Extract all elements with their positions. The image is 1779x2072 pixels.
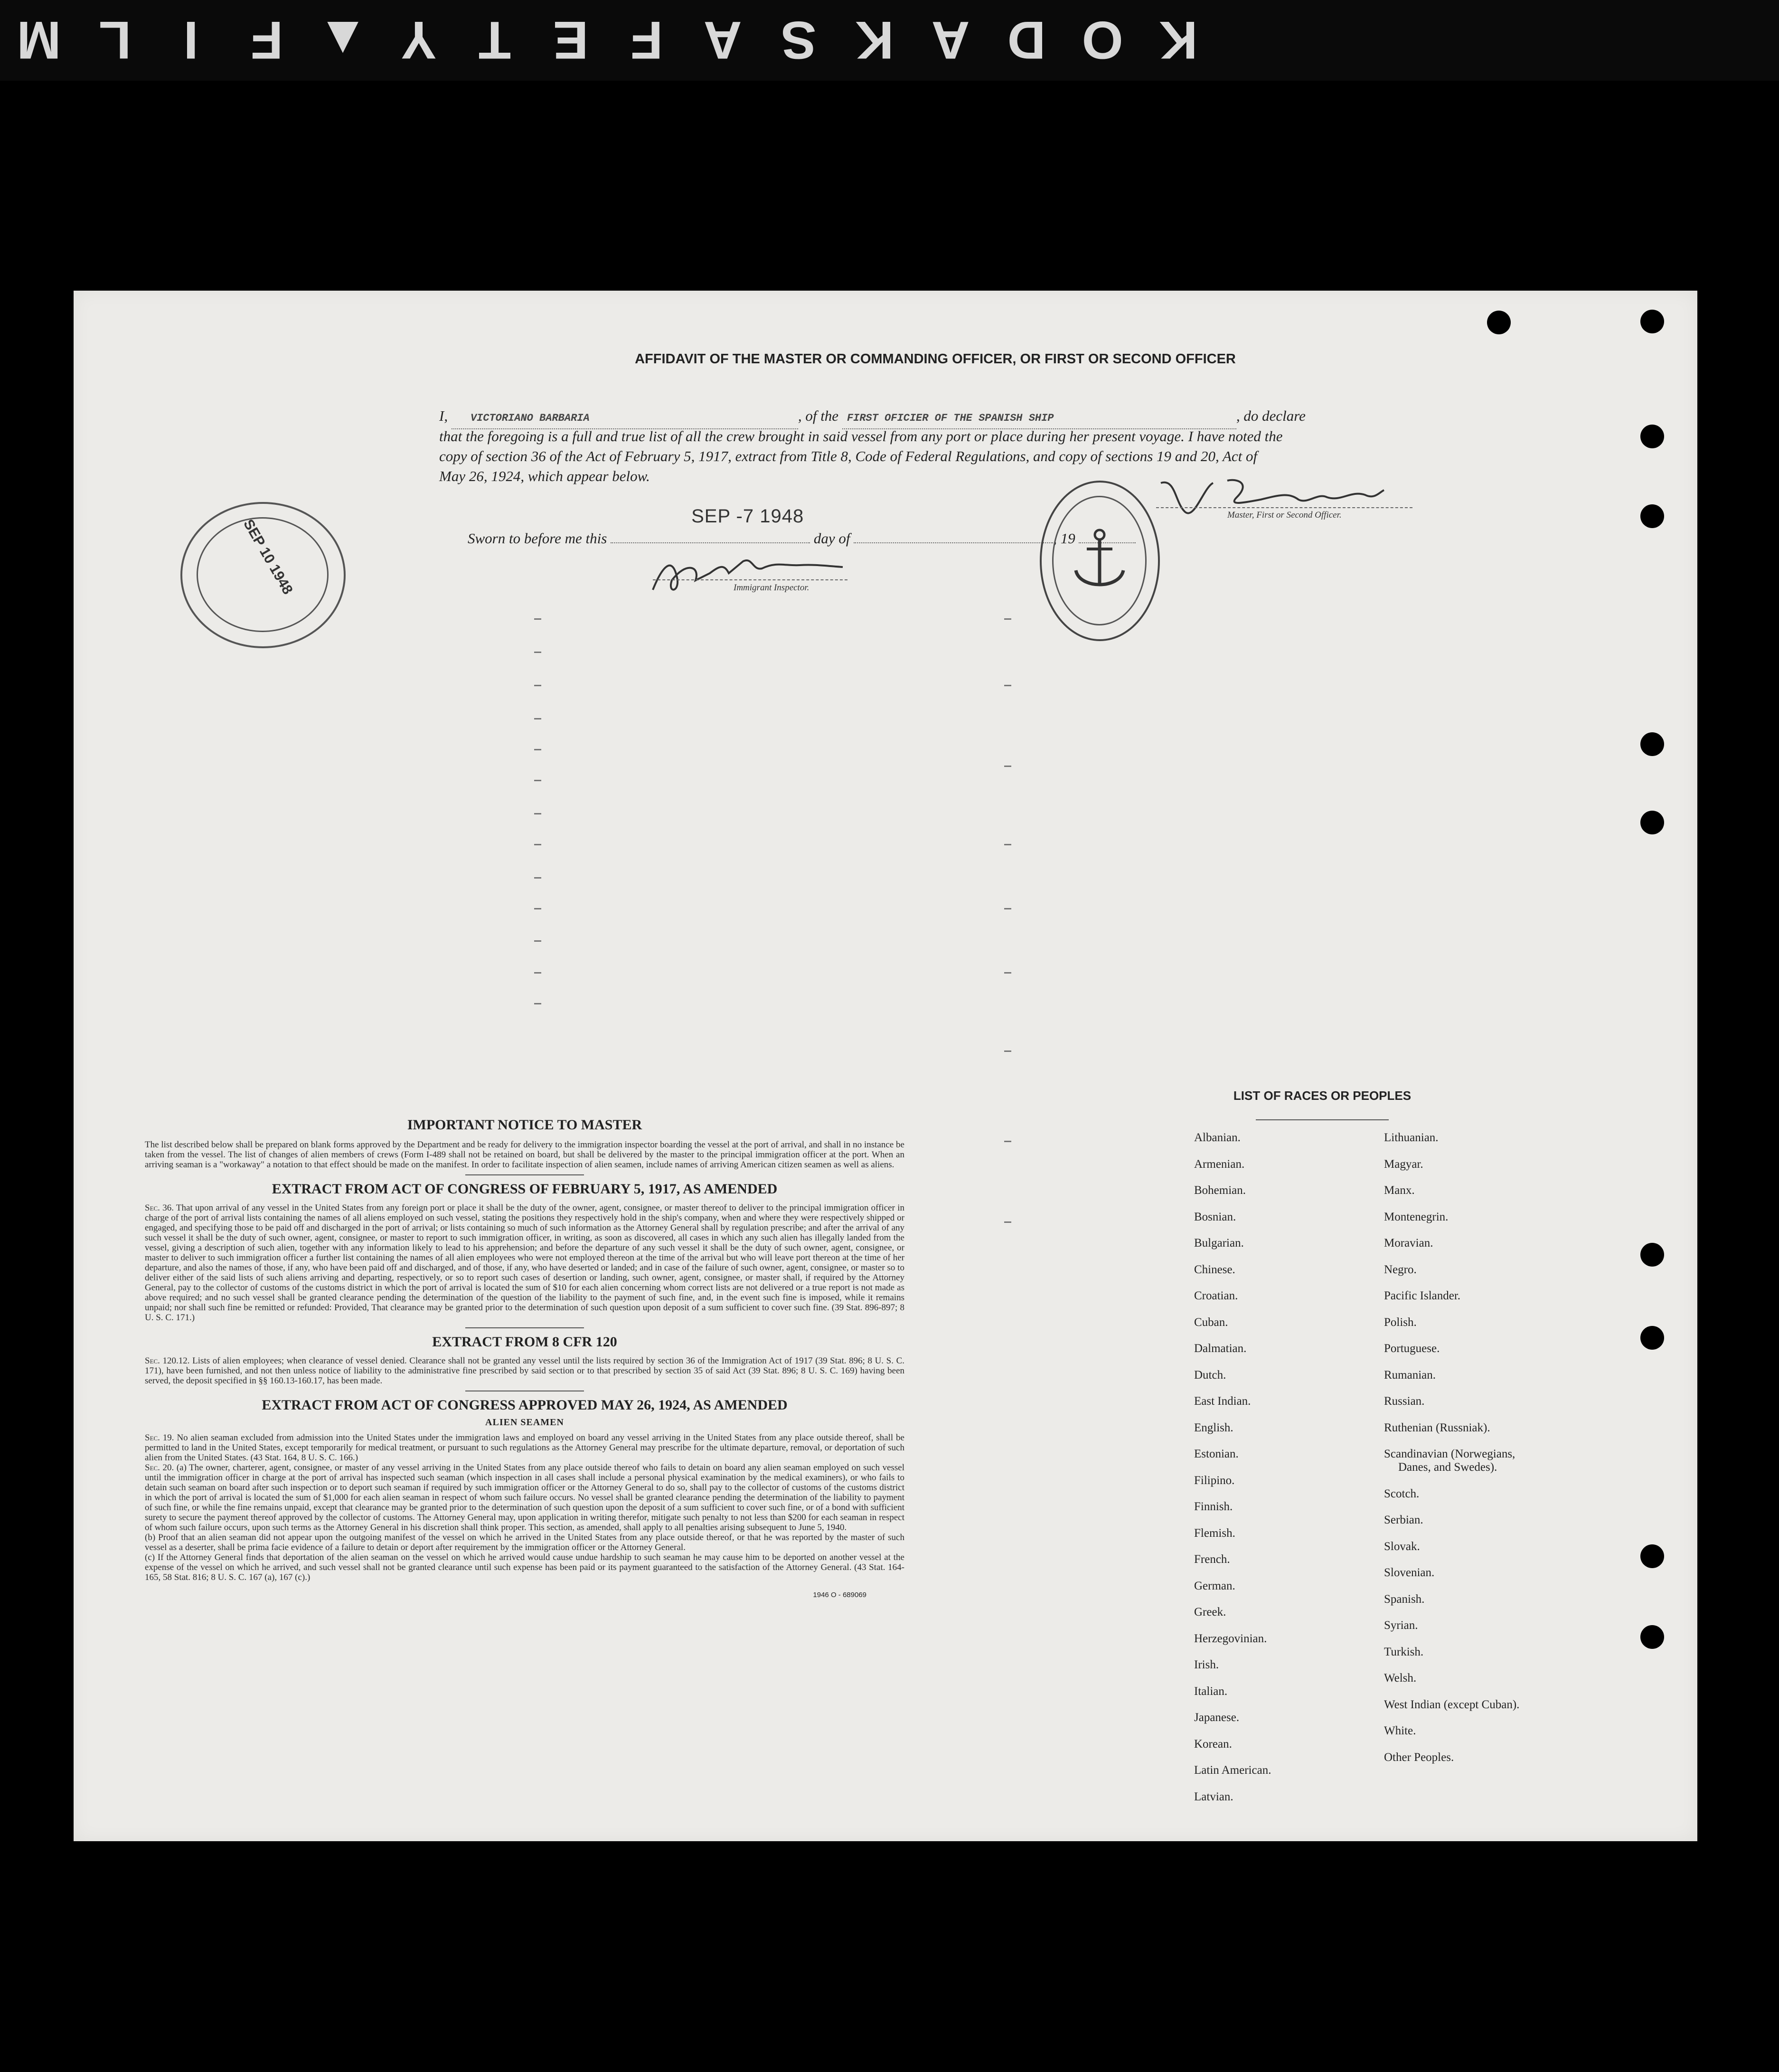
- blank-line-mark: [1004, 1141, 1011, 1142]
- extract-1924-sec19: [145, 1433, 904, 1463]
- race-item: Bohemian.: [1194, 1184, 1246, 1197]
- blank-line-mark: [1004, 972, 1011, 974]
- race-item: Lithuanian.: [1384, 1131, 1439, 1144]
- day-of-label: day of: [813, 530, 850, 547]
- film-edge-text: [0, 0, 1215, 81]
- legal-notices: [145, 1117, 904, 1599]
- race-item: Magyar.: [1384, 1157, 1423, 1171]
- punch-hole: [1640, 1544, 1664, 1568]
- punch-hole: [1640, 425, 1664, 448]
- film-edge-letter: A: [929, 10, 970, 70]
- blank-line-mark: [534, 813, 541, 814]
- race-item: Greek.: [1194, 1606, 1226, 1618]
- punch-hole: [1640, 811, 1664, 834]
- race-item: Japanese.: [1194, 1711, 1240, 1724]
- race-item: Latvian.: [1194, 1790, 1233, 1803]
- blank-line-mark: [534, 940, 541, 942]
- anchor-icon: [1070, 528, 1130, 594]
- race-item: Montenegrin.: [1384, 1210, 1449, 1223]
- races-list: [1118, 1131, 1593, 1815]
- blank-line-mark: [534, 618, 541, 620]
- blank-line-mark: [1004, 908, 1011, 909]
- race-item: Croatian.: [1194, 1289, 1238, 1302]
- race-item: East Indian.: [1194, 1395, 1251, 1408]
- race-item: Dutch.: [1194, 1368, 1226, 1381]
- race-item: Ruthenian (Russniak).: [1384, 1421, 1490, 1434]
- race-item: Slovenian.: [1384, 1566, 1435, 1579]
- film-edge-letter: A: [701, 10, 742, 70]
- extract-cfr-text: Lists of alien employees; when clearance of vessel denied. Clearance shall not be granted any vessel until the lists required by section 36 of the Immigration Act of 1917 (39 Stat. 896; 8 U. S. C. 171), have been furnished, and not then unless notice of liability to the administrative fine prescribed by said section or to that prescribed by section 35 of said Act (39 Stat. 896; 8 U. S. C. 169) having been served, the deposit specified in §§ 160.13-160.17, has been made.: [145, 1356, 904, 1386]
- received-stamp: [180, 502, 346, 648]
- punch-hole: [1640, 1243, 1664, 1267]
- ship-seal: [1040, 481, 1160, 641]
- sec20-label: Sec. 20.: [145, 1463, 174, 1473]
- race-item: Scandinavian (Norwegians,: [1384, 1448, 1515, 1460]
- race-item: Albanian.: [1194, 1131, 1241, 1144]
- document-page: [74, 291, 1697, 1841]
- print-code: 1946 O - 689069: [813, 1591, 866, 1599]
- race-item: Serbian.: [1384, 1514, 1423, 1526]
- race-item: French.: [1194, 1553, 1230, 1566]
- punch-hole: [1640, 1326, 1664, 1350]
- races-title-rule: [1256, 1119, 1389, 1120]
- races-title: LIST OF RACES OR PEOPLES: [1233, 1088, 1412, 1103]
- film-edge-letter: D: [1005, 10, 1046, 70]
- blank-line-mark: [1004, 618, 1011, 620]
- blank-line-mark: [1004, 766, 1011, 767]
- affidavit-title: AFFIDAVIT OF THE MASTER OR COMMANDING OFFICER, OR FIRST OR SECOND OFFICER: [635, 351, 1236, 367]
- declaration-body-2: copy of section 36 of the Act of February 5, 1917, extract from Title 8, Code of Federal Regulations, and copy of sections 19 and 20, Act of: [439, 448, 1258, 464]
- race-item: Latin American.: [1194, 1764, 1271, 1777]
- race-item: Other Peoples.: [1384, 1750, 1454, 1764]
- race-item: Slovak.: [1384, 1540, 1420, 1553]
- blank-line-mark: [534, 1003, 541, 1004]
- blank-line-mark: [534, 780, 541, 781]
- race-item: English.: [1194, 1421, 1233, 1434]
- extract-cfr-title: EXTRACT FROM 8 CFR 120: [432, 1334, 617, 1350]
- inspector-caption: Immigrant Inspector.: [734, 583, 809, 593]
- race-item: Bosnian.: [1194, 1210, 1236, 1223]
- officer-caption: Master, First or Second Officer.: [1227, 510, 1342, 520]
- sec19-label: Sec. 19.: [145, 1433, 174, 1443]
- film-edge-letter: I: [181, 10, 198, 70]
- extract-1924-sec20c: (c) If the Attorney General finds that deportation of the alien seaman on the vessel on which he arrived would cause undue hardship to such seaman he may cause him to be deported on another vessel at the expense of the vessel on which he arrived, and such vessel shall not be granted clearance until such expense has been paid or its payment guaranteed to the satisfaction of the Attorney General. (43 Stat. 164-165, 58 Stat. 816; 8 U. S. C. 167 (a), 167 (c).): [145, 1552, 904, 1582]
- blank-line-mark: [534, 877, 541, 879]
- film-edge-mark: ▲: [314, 10, 369, 70]
- race-item: Negro.: [1384, 1263, 1417, 1276]
- blank-line-mark: [1004, 1050, 1011, 1052]
- sworn-label: Sworn to before me this: [468, 530, 607, 547]
- race-item: Dalmatian.: [1194, 1342, 1247, 1355]
- race-item: Turkish.: [1384, 1645, 1424, 1658]
- sworn-line: [468, 506, 1136, 549]
- film-edge-letter: K: [1157, 10, 1198, 70]
- race-item: Polish.: [1384, 1315, 1417, 1329]
- film-edge-letter: L: [96, 10, 132, 70]
- extract-cfr-sec: Sec. 120.12.: [145, 1356, 190, 1366]
- extract-1924-title: EXTRACT FROM ACT OF CONGRESS APPROVED MAY 26, 1924, AS AMENDED: [262, 1397, 788, 1413]
- extract-1917-text: That upon arrival of any vessel in the United States from any foreign port or place it shall be the duty of the owner, agent, consignee, or master thereof to deliver to the principal immigration officer in charge of the port of arrival lists containing the names of all aliens employed on such vessel, stating the positions they respectively hold in the ship's company, when and where they were respectively shipped or engaged, and specifying those to be paid off and discharged in the port of arrival; or lists containing so much of such information as the Attorney General shall by regulation prescribe; and after the arrival of any such vessel it shall be the duty of such owner, agent, consignee, or master to report to such immigration officer, in writing, as soon as discovered, all cases in which any such alien has illegally landed from the vessel, giving a description of such alien, together with any information likely to lead to his apprehension; and before the departure of any such vessel it shall be the duty of such owner, agent, consignee, or master to deliver to such immigration officer a further list containing the names of all alien employees who were not employed thereon at the time of the arrival but who will leave port thereon at the time of her departure, and also the names of those, if any, who have been paid off and discharged, and of those, if any, who have deserted or landed; and in case of the failure of such owner, agent, consignee, or master so to deliver either of the said lists of such aliens arriving and departing, respectively, or so to report such cases of desertion or landing, such owner, agent, consignee, or master shall, if required by the Attorney General, pay to the collector of customs of the customs district in which the port of arrival is located the sum of $10 for each alien concerning whom correct lists are not delivered or a true report is not made as above required; and no such vessel shall be granted clearance pending the determination of the question of the liability to the payment of such fine, and, in the event such fine is imposed, while it remains unpaid; nor shall such fine be remitted or refunded: Provided, That clearance may be granted prior to the determination of such question upon deposit of a sum sufficient to cover such fine. (39 Stat. 896-897; 8 U. S. C. 171.): [145, 1203, 904, 1323]
- film-edge-letter: M: [15, 10, 61, 70]
- inspector-signature-line: [653, 579, 847, 580]
- punch-hole: [1640, 732, 1664, 756]
- blank-line-mark: [534, 718, 541, 719]
- do-declare-text: , do declare: [1236, 407, 1306, 424]
- extract-1924-sec20a: [145, 1463, 904, 1533]
- blank-line-mark: [534, 749, 541, 750]
- notice-body: The list described below shall be prepared on blank forms approved by the Department and be ready for delivery to the immigration inspector boarding the vessel at the port of arrival, and shall in no instance be taken from the vessel. The list of changes of alien members of crews (Form I-489 shall not be retained on board, but shall be delivered by the master to the principal immigration officer at the port. When an arriving seaman is a "workaway" a notation to that effect should be made on the manifest. In order to facilitate inspection of alien seamen, include names of arriving American citizen seamen as well as aliens.: [145, 1140, 904, 1170]
- race-item: Irish.: [1194, 1658, 1219, 1671]
- race-item: Filipino.: [1194, 1474, 1235, 1487]
- blank-line-mark: [534, 908, 541, 909]
- race-item: Danes, and Swedes).: [1398, 1461, 1497, 1474]
- race-item: West Indian (except Cuban).: [1384, 1698, 1520, 1711]
- race-item: Syrian.: [1384, 1619, 1418, 1632]
- extract-1924-sec20b: (b) Proof that an alien seaman did not appear upon the outgoing manifest of the vessel on which he arrived in the United States from any place outside thereof, or that he was reported by the master of such vessel as a deserter, shall be prima facie evidence of a failure to detain or deport after requirement by the immigration officer or the Attorney General.: [145, 1533, 904, 1552]
- race-item: German.: [1194, 1579, 1235, 1592]
- month-field: [854, 542, 1053, 543]
- punch-hole: [1640, 504, 1664, 528]
- film-edge-letter: S: [779, 10, 817, 70]
- extract-1917-body: [145, 1203, 904, 1323]
- notice-title: IMPORTANT NOTICE TO MASTER: [407, 1117, 642, 1133]
- race-item: Italian.: [1194, 1684, 1228, 1698]
- received-stamp-date: SEP 10 1948: [240, 517, 296, 597]
- film-edge-letter: O: [1080, 10, 1123, 70]
- film-edge-letter: K: [853, 10, 894, 70]
- race-item: Armenian.: [1194, 1157, 1245, 1171]
- film-edge-letter: F: [248, 10, 283, 70]
- extract-1917-sec: Sec. 36.: [145, 1203, 174, 1213]
- blank-line-mark: [534, 685, 541, 686]
- punch-hole: [1487, 311, 1511, 334]
- race-item: Bulgarian.: [1194, 1237, 1244, 1249]
- punch-hole: [1640, 310, 1664, 333]
- film-edge-letter: Y: [399, 10, 437, 70]
- officer-signature-line: [1156, 507, 1412, 508]
- of-the-text: , of the: [798, 407, 839, 424]
- race-item: White.: [1384, 1724, 1416, 1737]
- sworn-date-stamp: SEP -7 1948: [691, 506, 804, 527]
- extract-cfr-body: [145, 1356, 904, 1386]
- race-item: Cuban.: [1194, 1315, 1228, 1329]
- pronoun: I,: [439, 407, 448, 424]
- race-item: Chinese.: [1194, 1263, 1235, 1276]
- sworn-date-field: [611, 506, 810, 543]
- declaration-body-3: May 26, 1924, which appear below.: [439, 468, 650, 484]
- race-item: Russian.: [1384, 1395, 1425, 1408]
- race-item: Scotch.: [1384, 1487, 1420, 1500]
- race-item: Flemish.: [1194, 1526, 1235, 1540]
- race-item: Moravian.: [1384, 1237, 1433, 1249]
- declarant-name: VICTORIANO BARBARIA: [470, 412, 590, 424]
- blank-line-mark: [1004, 1221, 1011, 1223]
- blank-line-mark: [534, 972, 541, 974]
- race-item: Rumanian.: [1384, 1368, 1436, 1381]
- race-item: Finnish.: [1194, 1500, 1233, 1513]
- year-prefix: , 19: [1053, 530, 1075, 547]
- race-item: Estonian.: [1194, 1448, 1239, 1460]
- extract-1924-subtitle: ALIEN SEAMEN: [485, 1417, 564, 1428]
- race-item: Portuguese.: [1384, 1342, 1440, 1355]
- extract-1917-title: EXTRACT FROM ACT OF CONGRESS OF FEBRUARY 5, 1917, AS AMENDED: [272, 1181, 778, 1197]
- race-item: Spanish.: [1384, 1592, 1425, 1606]
- sec19-text: No alien seaman excluded from admission into the United States under the immigration laws and employed on board any vessel arriving in the United States from any place outside thereof, shall be permitted to land in the United States, except temporarily for medical treatment, or pursuant to such regulations as the Attorney General may prescribe for the ultimate departure, removal, or deportation of such alien from the United States. (43 Stat. 164, 8 U. S. C. 166.): [145, 1433, 904, 1463]
- film-edge-strip: [0, 0, 1779, 81]
- sec20a-text: (a) The owner, charterer, agent, consignee, or master of any vessel arriving in the United States from any place outside thereof who fails to detain on board any alien seaman employed on such vessel until the immigration officer in charge at the port of arrival has inspected such seaman (which inspection in all cases shall include a personal physical examination by the medical examiners), or who fails to detain such seaman on board after such inspection or to deport such seaman if required by such immigration officer or the Attorney General to do so, shall pay to the collector of customs of the customs district in which the port of arrival is located the sum of $1,000 for each alien seaman in respect of whom such failure occurs. No vessel shall be granted clearance pending the determination of the liability to payment of such fine, or while the fine remains unpaid, except that clearance may be granted prior to the determination of such question upon the deposit of a sum sufficient to cover such fine, or of a bond with sufficient surety to secure the payment thereof approved by the collector of customs. The Attorney General may, upon application in writing therefor, mitigate such penalty to not less than $200 for each seaman in respect of whom such failure occurs, upon such terms as the Attorney General in his discretion shall think proper. This section, as amended, shall apply to all penalties arising subsequent to June 5, 1940.: [145, 1463, 905, 1533]
- film-edge-letter: T: [476, 10, 511, 70]
- declarant-position: FIRST OFICIER OF THE SPANISH SHIP: [847, 412, 1054, 424]
- declaration-body-1: that the foregoing is a full and true list of all the crew brought in said vessel from any port or place during her present voyage. I have noted the: [439, 428, 1283, 445]
- race-item: Pacific Islander.: [1384, 1289, 1461, 1302]
- film-edge-letter: F: [628, 10, 663, 70]
- race-item: Korean.: [1194, 1737, 1232, 1750]
- film-edge-letter: E: [551, 10, 589, 70]
- punch-hole: [1640, 1625, 1664, 1649]
- blank-line-mark: [534, 652, 541, 653]
- blank-line-mark: [1004, 685, 1011, 686]
- blank-line-mark: [1004, 844, 1011, 845]
- blank-line-mark: [534, 844, 541, 845]
- race-item: Welsh.: [1384, 1672, 1417, 1684]
- race-item: Herzegovinian.: [1194, 1632, 1267, 1645]
- race-item: Manx.: [1384, 1184, 1415, 1197]
